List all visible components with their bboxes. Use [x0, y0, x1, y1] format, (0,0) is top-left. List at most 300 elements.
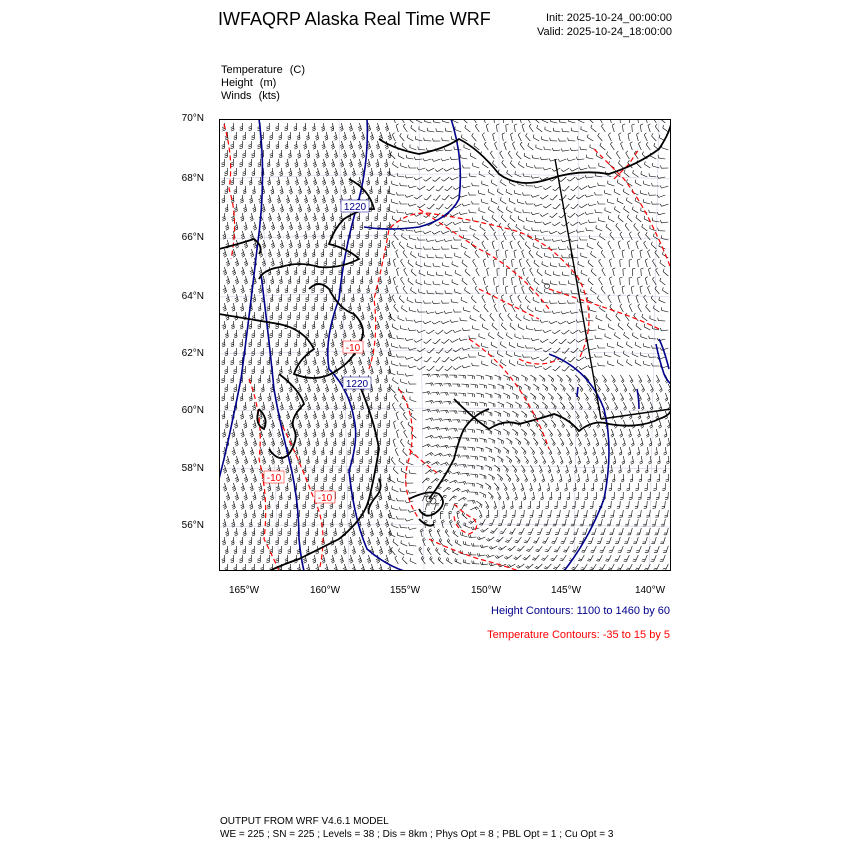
wind-barb: [619, 133, 622, 141]
wind-barb: [452, 279, 458, 285]
wind-barb: [270, 510, 273, 518]
wind-barb: [235, 510, 239, 518]
wind-barb: [579, 222, 587, 225]
wind-barb: [286, 213, 290, 221]
wind-barb: [600, 528, 605, 535]
wind-barb: [533, 402, 539, 409]
wind-barb: [479, 190, 486, 195]
wind-barb: [506, 492, 509, 500]
wind-barb: [388, 528, 392, 536]
wind-barb: [601, 286, 605, 294]
wind-barb: [462, 204, 470, 207]
wind-barb: [590, 564, 597, 570]
wind-barb: [370, 564, 374, 571]
wind-barb: [651, 537, 656, 544]
wind-barb: [431, 392, 439, 395]
wind-barb: [635, 360, 641, 366]
wind-barb: [617, 342, 623, 348]
wind-barb: [620, 375, 624, 383]
wind-barb: [423, 177, 431, 181]
wind-barb: [304, 411, 308, 419]
wind-barb: [427, 204, 435, 209]
wind-barb: [578, 438, 581, 446]
wind-barb: [534, 328, 542, 331]
wind-barb: [655, 510, 659, 517]
wind-barb: [533, 243, 539, 249]
wind-barb: [322, 177, 326, 185]
wind-barb: [480, 528, 488, 532]
wind-barb: [656, 268, 660, 276]
wind-barb: [297, 366, 301, 374]
wind-barb: [490, 151, 494, 159]
wind-barb: [620, 232, 623, 240]
wind-barb: [523, 173, 530, 177]
wind-barb: [306, 240, 309, 248]
wind-barb: [632, 268, 635, 276]
wind-barb: [521, 483, 524, 491]
wind-barb: [658, 228, 666, 231]
wind-barb: [647, 393, 650, 401]
wind-barb: [321, 447, 324, 455]
wind-barb: [392, 486, 398, 492]
wind-barb: [225, 384, 228, 392]
wind-barb: [610, 447, 613, 455]
wind-barb: [652, 201, 660, 204]
wind-barb: [240, 519, 243, 527]
wind-barb: [658, 420, 661, 428]
wind-barb: [378, 168, 381, 176]
wind-barb: [406, 480, 414, 483]
wind-barb: [400, 403, 405, 411]
wind-barb: [571, 204, 579, 209]
wind-barb: [645, 277, 648, 285]
wind-barb: [324, 240, 327, 248]
wind-barb: [469, 192, 477, 195]
wind-barb: [294, 357, 297, 365]
wind-barb: [376, 321, 380, 329]
wind-barb: [424, 339, 432, 344]
wind-barb: [261, 402, 265, 410]
wind-barb: [439, 538, 443, 546]
wind-barb: [599, 259, 603, 267]
wind-barb: [400, 183, 408, 186]
wind-barb: [358, 357, 362, 365]
wind-barb: [470, 492, 478, 495]
wind-barb: [502, 160, 507, 168]
wind-barb: [391, 457, 395, 465]
wind-barb: [384, 447, 387, 455]
wind-barb: [640, 250, 643, 258]
wind-barb: [258, 285, 261, 293]
wind-barb: [572, 564, 579, 570]
lon-label: 140°W: [634, 585, 666, 596]
wind-barb: [534, 204, 542, 207]
wind-barb: [427, 547, 431, 555]
wind-barb: [658, 155, 665, 159]
wind-barb: [638, 375, 642, 383]
wind-barb: [269, 330, 272, 338]
wind-barb: [576, 492, 579, 500]
wind-barb: [325, 132, 328, 140]
wind-barb: [524, 226, 531, 232]
wind-barb: [508, 313, 513, 321]
wind-barb: [600, 546, 606, 552]
wind-barb: [598, 201, 606, 204]
wind-barb: [596, 315, 602, 321]
wind-barb: [370, 150, 374, 158]
wind-barb: [258, 375, 261, 383]
wind-barb: [231, 339, 234, 347]
wind-barb: [232, 483, 236, 491]
wind-barb: [395, 556, 399, 564]
wind-barb: [271, 438, 275, 446]
wind-barb: [295, 195, 299, 203]
height-label-text: 1220: [343, 202, 367, 213]
wind-barb: [606, 314, 611, 321]
wind-barb: [393, 161, 399, 168]
wind-barb: [662, 483, 665, 491]
wind-barb: [417, 167, 425, 170]
wind-barb: [565, 510, 569, 517]
wind-barb: [586, 155, 593, 159]
wind-barb: [591, 287, 597, 294]
map-panel: [219, 119, 671, 571]
wind-barb: [240, 303, 243, 311]
wind-barb: [526, 564, 534, 569]
wind-barb: [472, 561, 480, 564]
wind-barb: [551, 402, 556, 410]
wind-barb: [497, 402, 504, 408]
wind-barb: [660, 278, 666, 285]
wind-barb: [550, 195, 557, 200]
wind-barb: [518, 528, 524, 534]
wind-barb: [384, 393, 387, 401]
wind-barb: [566, 429, 570, 437]
wind-barb: [561, 330, 569, 334]
wind-barb: [279, 150, 282, 158]
wind-barb: [441, 321, 449, 324]
wind-barb: [252, 510, 255, 518]
wind-barb: [517, 546, 524, 551]
wind-barb: [324, 456, 327, 464]
wind-barb: [648, 474, 651, 482]
wind-barb: [277, 195, 281, 203]
wind-barb: [475, 286, 479, 294]
wind-barb: [534, 348, 542, 351]
wind-barb: [340, 123, 344, 131]
wind-barb: [477, 553, 485, 556]
wind-barb: [375, 375, 378, 383]
wind-barb: [334, 384, 338, 392]
wind-barb: [560, 438, 564, 446]
wind-barb: [563, 501, 566, 509]
wind-barb: [612, 124, 615, 132]
wind-barb: [367, 339, 371, 347]
wind-barb: [349, 123, 353, 131]
wind-barb: [539, 393, 544, 400]
wind-barb: [633, 555, 639, 561]
wind-barb: [553, 348, 561, 353]
wind-barb: [312, 483, 315, 491]
wind-barb: [289, 240, 293, 248]
wind-barb: [608, 241, 612, 249]
wind-barb: [440, 462, 448, 465]
wind-barb: [530, 429, 535, 437]
wind-barb: [369, 420, 372, 428]
wind-barb: [279, 276, 282, 284]
wind-barb: [470, 384, 477, 388]
wind-barb: [489, 546, 497, 549]
wind-barb: [488, 332, 494, 339]
wind-barb: [501, 359, 507, 366]
wind-barb: [392, 403, 395, 411]
wind-barb: [351, 420, 354, 428]
wind-barb: [532, 228, 540, 231]
wind-barb: [315, 258, 318, 266]
wind-barb: [542, 402, 547, 409]
wind-barb: [276, 123, 279, 131]
wind-barb: [394, 304, 399, 312]
wind-barb: [234, 420, 237, 428]
wind-barb: [663, 564, 669, 570]
wind-barb: [523, 354, 531, 357]
wind-barb: [270, 150, 273, 158]
wind-barb: [376, 537, 380, 545]
wind-barb: [632, 420, 635, 428]
wind-barb: [588, 278, 593, 285]
wind-barb: [405, 175, 413, 178]
wind-barb: [441, 159, 449, 162]
wind-barb: [322, 213, 326, 221]
wind-barb: [325, 204, 329, 212]
wind-barb: [369, 456, 372, 464]
wind-barb: [366, 483, 369, 491]
wind-barb: [648, 354, 656, 357]
wind-barb: [231, 393, 234, 401]
wind-barb: [490, 528, 497, 533]
wind-barb: [614, 206, 620, 213]
wind-barb: [632, 384, 636, 392]
wind-barb: [497, 384, 504, 389]
wind-barb: [490, 313, 495, 321]
wind-barb: [285, 159, 288, 167]
wind-barb: [379, 564, 383, 571]
temp-label-2: [264, 471, 284, 484]
wind-barb: [479, 456, 486, 461]
wind-barb: [422, 392, 430, 395]
wind-barb: [540, 213, 548, 217]
wind-barb: [650, 316, 657, 322]
wind-barb: [243, 546, 246, 554]
wind-barb: [506, 333, 512, 340]
wind-barb: [419, 127, 426, 133]
wind-barb: [562, 255, 570, 258]
wind-barb: [303, 267, 306, 275]
wind-barb: [601, 447, 604, 455]
wind-barb: [523, 192, 531, 195]
wind-barb: [473, 163, 480, 168]
wind-barb: [621, 142, 624, 150]
wind-barb: [261, 510, 264, 518]
wind-barb: [267, 375, 270, 383]
wind-barb: [480, 562, 488, 565]
wind-barb: [543, 222, 551, 225]
wind-barb: [416, 136, 423, 141]
wind-barb: [479, 352, 486, 357]
wind-barb: [442, 300, 450, 303]
wind-barb: [427, 366, 435, 371]
wind-barb: [450, 157, 458, 160]
wind-barb: [313, 393, 317, 401]
wind-barb: [342, 222, 345, 230]
wind-barb: [451, 245, 458, 249]
wind-barb: [418, 237, 426, 240]
wind-barb: [640, 124, 643, 132]
wind-barb: [446, 557, 452, 564]
wind-barb: [524, 474, 527, 482]
wind-barb: [307, 222, 311, 230]
wind-barb: [383, 213, 386, 221]
wind-barb: [598, 133, 603, 141]
wind-barb: [446, 271, 453, 276]
wind-barb: [550, 339, 558, 344]
wind-barb: [570, 222, 578, 226]
wind-barb: [408, 278, 413, 285]
wind-barb: [367, 321, 371, 329]
wind-barb: [591, 528, 596, 535]
wind-barb: [580, 237, 588, 240]
wind-barb: [240, 555, 243, 563]
wind-barb: [488, 189, 494, 195]
wind-barb: [425, 470, 433, 475]
wind-barb: [547, 483, 550, 491]
wind-barb: [585, 212, 593, 215]
wind-barb: [526, 546, 533, 552]
wind-barb: [349, 159, 353, 167]
wind-barb: [303, 519, 306, 527]
wind-barb: [562, 291, 570, 294]
wind-barb: [239, 357, 242, 365]
wind-barb: [566, 375, 571, 383]
wind-barb: [605, 190, 612, 195]
wind-barb: [306, 276, 309, 284]
wind-barb: [467, 429, 474, 433]
wind-barb: [392, 295, 396, 303]
wind-barb: [331, 123, 334, 131]
wind-barb: [393, 277, 396, 285]
wind-barb: [243, 330, 246, 338]
wind-barb: [401, 421, 405, 429]
temp-label-3: [315, 491, 335, 504]
wind-barb: [375, 393, 378, 401]
wind-barb: [418, 147, 426, 151]
wind-barb: [485, 447, 492, 453]
wind-barb: [494, 501, 497, 509]
chart-title: IWFAQRP Alaska Real Time WRF: [218, 9, 491, 29]
wind-barb: [303, 537, 306, 545]
wind-barb: [512, 483, 515, 491]
wind-barb: [407, 135, 413, 141]
wind-barb: [624, 332, 630, 339]
wind-barb: [667, 438, 670, 446]
wind-barb: [268, 231, 272, 239]
wind-barb: [651, 296, 656, 303]
wind-barb: [330, 429, 333, 437]
wind-barb: [385, 321, 389, 329]
wind-barb: [378, 240, 381, 248]
wind-barb: [387, 276, 391, 284]
wind-barb: [422, 374, 430, 377]
wind-barb: [366, 411, 369, 419]
wind-barb: [376, 123, 380, 131]
wind-barb: [369, 186, 372, 194]
wind-barb: [270, 168, 273, 176]
wind-barb: [385, 519, 389, 527]
wind-barb: [601, 124, 605, 132]
wind-barb: [655, 286, 659, 294]
wind-barb: [375, 249, 378, 257]
wind-barb: [467, 501, 475, 504]
wind-barb: [422, 478, 429, 483]
wind-barb: [501, 179, 507, 186]
wind-barb: [637, 133, 640, 141]
wind-barb: [551, 438, 555, 446]
wind-barb: [523, 555, 531, 560]
wind-barb: [512, 232, 516, 240]
wind-barb: [626, 151, 630, 159]
wind-barb: [632, 351, 638, 357]
wind-barb: [249, 393, 252, 401]
wind-barb: [614, 332, 620, 339]
wind-barb: [527, 305, 533, 312]
wind-barb: [333, 510, 336, 518]
wind-barb: [509, 198, 515, 204]
height-contours: [219, 119, 671, 571]
wind-barb: [543, 366, 551, 370]
wind-barb: [226, 258, 230, 266]
wind-barb: [503, 232, 506, 240]
wind-barb: [303, 249, 306, 257]
wind-barb: [453, 530, 459, 537]
wind-barb: [578, 456, 581, 464]
wind-barb: [542, 420, 547, 428]
wind-barb: [431, 445, 439, 448]
wind-barb: [489, 170, 495, 177]
wind-barb: [501, 215, 506, 222]
wind-barb: [295, 159, 298, 167]
wind-barb: [271, 402, 275, 410]
temp-label-text: -10: [317, 493, 333, 504]
wind-barb: [366, 177, 369, 185]
wind-barb: [358, 159, 362, 167]
wind-barb: [396, 124, 398, 132]
wind-barb: [232, 285, 236, 293]
wind-barb: [606, 224, 611, 231]
wind-barb: [422, 409, 430, 412]
wind-barb: [304, 195, 308, 203]
wind-barb: [658, 438, 661, 446]
wind-barb: [307, 204, 311, 212]
wind-barb: [527, 163, 534, 168]
wind-barb: [280, 402, 284, 410]
wind-barb: [320, 483, 323, 491]
wind-barb: [449, 393, 457, 396]
wind-barb: [231, 537, 234, 545]
wind-barb: [503, 277, 506, 285]
wind-barb: [367, 537, 371, 545]
wind-barb: [402, 305, 408, 312]
wind-barb: [440, 410, 448, 413]
